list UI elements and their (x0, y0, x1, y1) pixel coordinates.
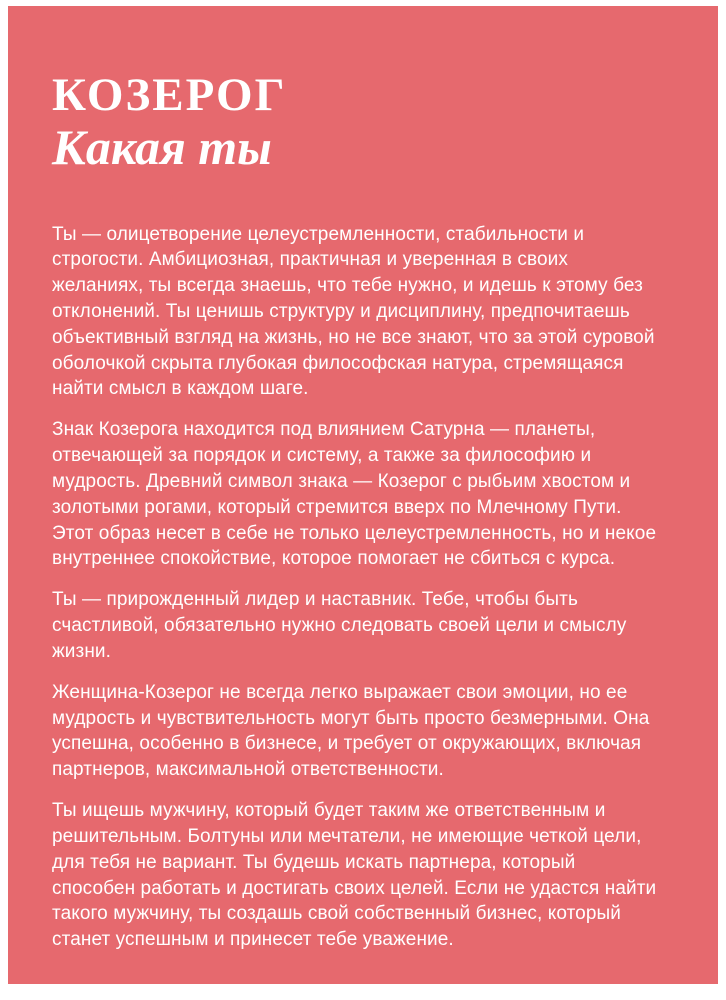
paragraph: Знак Козерога находится под влиянием Сатурна — планеты, отвечающей за порядок и систему, а также за философию и мудрость. Древний символ знака — Козерог с рыбьим хвостом и золотыми рогами, который стремится вверх по Млечному Пути. Этот образ несет в себе не только целеустремленность, но и некое внутреннее спокойствие, которое помогает не сбиться с курса. (52, 419, 657, 570)
paragraphs-container (52, 222, 660, 954)
page-subtitle: Какая ты (52, 119, 272, 175)
paragraph: Ты — прирожденный лидер и наставник. Тебе, чтобы быть счастливой, обязательно нужно следовать своей цели и смыслу жизни. (52, 589, 627, 662)
page-title: КОЗЕРОГ (52, 69, 287, 121)
paragraph: Женщина-Козерог не всегда легко выражает свои эмоции, но ее мудрость и чувствительность могут быть просто безмерными. Она успешна, особенно в бизнесе, и требует от окружающих, включая партнеров, максимальной ответственности. (52, 681, 650, 781)
paragraph: Ты ищешь мужчину, который будет таким же ответственным и решительным. Болтуны или мечтатели, не имеющие четкой цели, для тебя не вариант. Ты будешь искать партнера, который способен работать и достигать своих целей. Если не удастся найти такого мужчину, ты создашь свой собственный бизнес, который станет успешным и принесет тебе уважение. (52, 800, 657, 951)
book-page (8, 6, 718, 984)
paragraph: Ты — олицетворение целеустремленности, стабильности и строгости. Амбициозная, практичная и уверенная в своих желаниях, ты всегда знаешь, что тебе нужно, и идешь к этому без отклонений. Ты ценишь структуру и дисциплину, предпочитаешь объективный взгляд на жизнь, но не все знают, что за этой суровой оболочкой скрыта глубокая философская натура, стремящаяся найти смысл в каждом шаге. (52, 223, 655, 400)
